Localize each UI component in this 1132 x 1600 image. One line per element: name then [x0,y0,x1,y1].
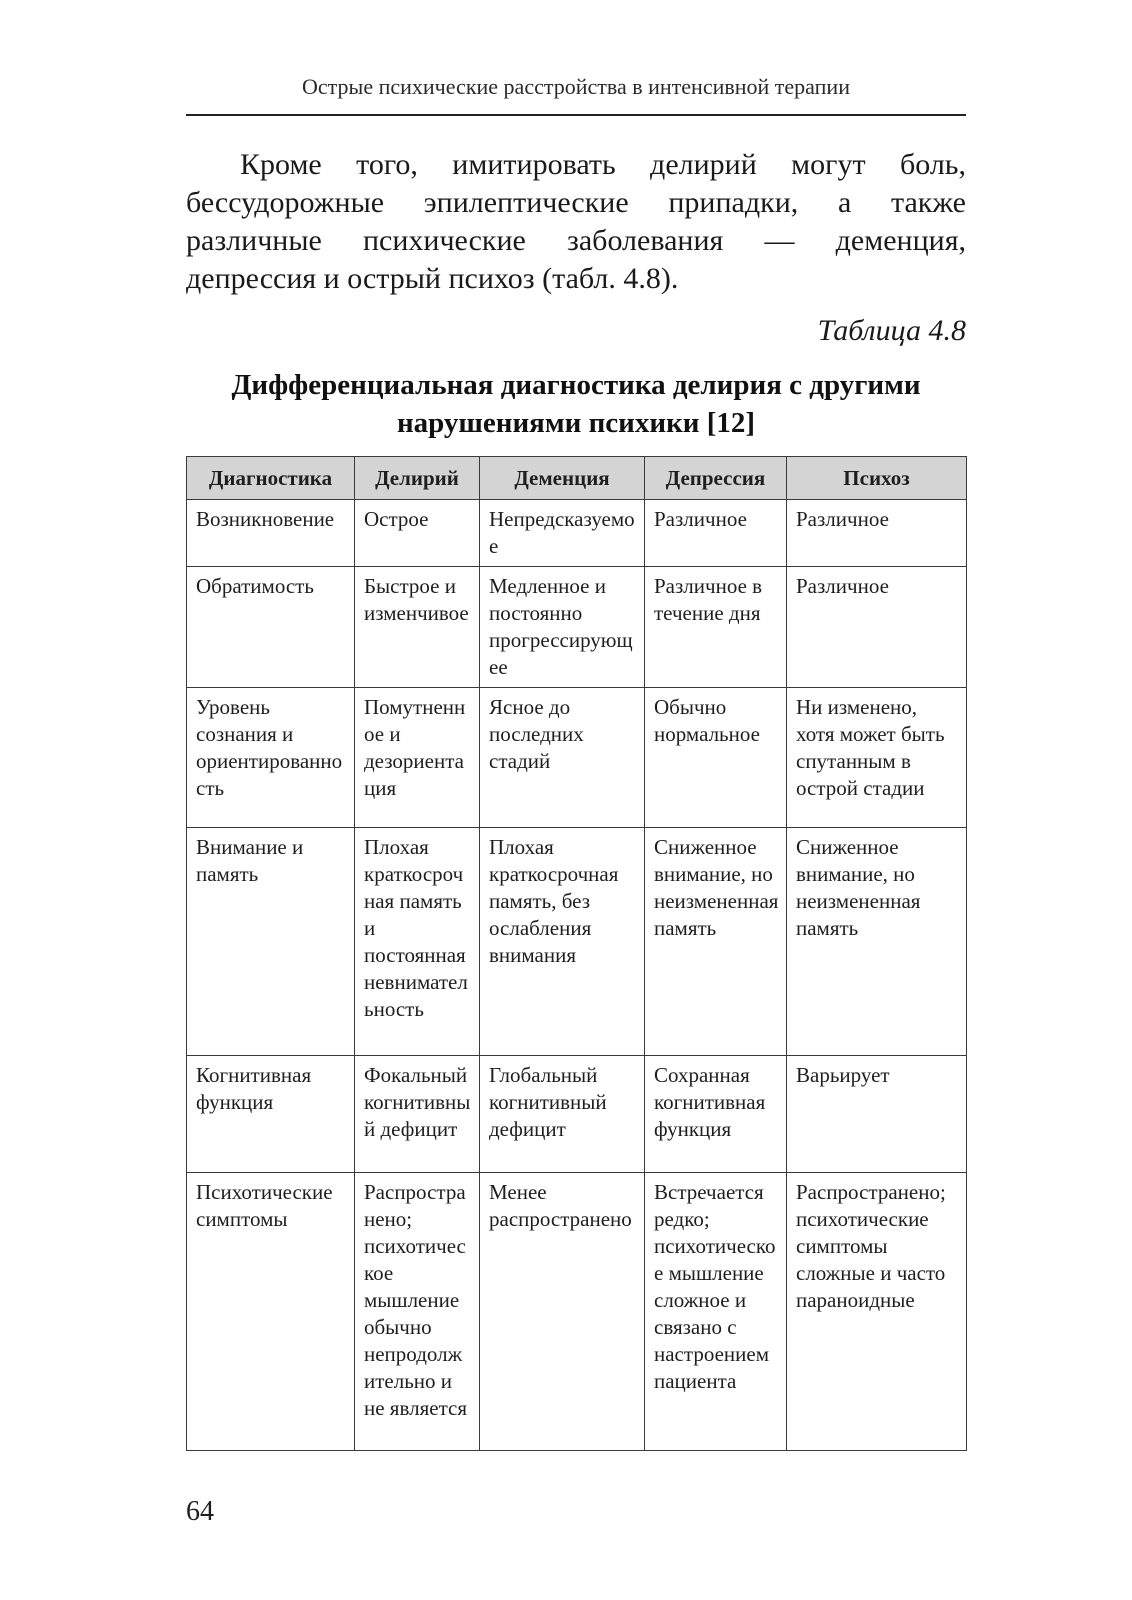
table-cell: Плохая краткосрочная память и постоянная невнимательность [355,828,480,1056]
page-number: 64 [186,1496,214,1527]
table-cell: Различное [645,500,787,567]
column-header-diagnostics: Диагностика [187,457,355,500]
table-cell: Непредсказуемое [480,500,645,567]
row-label-psychotic-symptoms: Психотические симптомы [187,1173,355,1451]
table-cell: Различное [787,567,967,688]
differential-diagnosis-table [186,456,967,1451]
table-cell: Распространено; психотическое мышление обычно непродолжительно и не является [355,1173,480,1451]
table-cell: Острое [355,500,480,567]
table-row [187,1173,967,1451]
table-cell: Сниженное внимание, но неизмененная память [787,828,967,1056]
row-label-consciousness: Уровень сознания и ориентированность [187,688,355,828]
intro-paragraph: Кроме того, имитировать делирий могут боль, бессудорожные эпилептические припадки, а также различные психические заболевания — деменция, депрессия и острый психоз (табл. 4.8). [186,148,966,295]
table-cell: Варьирует [787,1056,967,1173]
table-cell: Помутненное и дезориентация [355,688,480,828]
table-cell: Плохая краткосрочная память, без ослабления внимания [480,828,645,1056]
table-row [187,828,967,1056]
row-label-reversibility: Обратимость [187,567,355,688]
table-cell: Фокальный когнитивный дефицит [355,1056,480,1173]
running-header: Острые психические расстройства в интенсивной терапии [302,74,850,99]
table-cell: Сниженное внимание, но неизмененная память [645,828,787,1056]
table-cell: Быстрое и изменчивое [355,567,480,688]
table-title-line-2: нарушениями психики [12] [396,407,756,439]
header-rule [186,114,966,116]
row-label-attention-memory: Внимание и память [187,828,355,1056]
table-cell: Глобальный когнитивный дефицит [480,1056,645,1173]
column-header-dementia: Деменция [480,457,645,500]
table-number: Таблица 4.8 [817,314,966,347]
table-row [187,1056,967,1173]
column-header-depression: Депрессия [645,457,787,500]
table-cell: Ни изменено, хотя может быть спутанным в острой стадии [787,688,967,828]
table-cell: Менее распространено [480,1173,645,1451]
table-cell: Различное [787,500,967,567]
column-header-delirium: Делирий [355,457,480,500]
table-row [187,500,967,567]
row-label-cognitive-function: Когнитивная функция [187,1056,355,1173]
table-cell: Встречается редко; психотическое мышление сложное и связано с настроением пациента [645,1173,787,1451]
table-cell: Медленное и постоянно прогрессирующее [480,567,645,688]
row-label-onset: Возникновение [187,500,355,567]
table-header-row [187,457,967,500]
table-cell: Ясное до последних стадий [480,688,645,828]
table-cell: Обычно нормальное [645,688,787,828]
table-row [187,567,967,688]
table-title-line-1: Дифференциальная диагностика делирия с другими [231,369,921,401]
table-cell: Сохранная когнитивная функция [645,1056,787,1173]
table-title [186,366,966,442]
column-header-psychosis: Психоз [787,457,967,500]
table-cell: Различное в течение дня [645,567,787,688]
table-cell: Распространено; психотические симптомы сложные и часто параноидные [787,1173,967,1451]
table-row [187,688,967,828]
